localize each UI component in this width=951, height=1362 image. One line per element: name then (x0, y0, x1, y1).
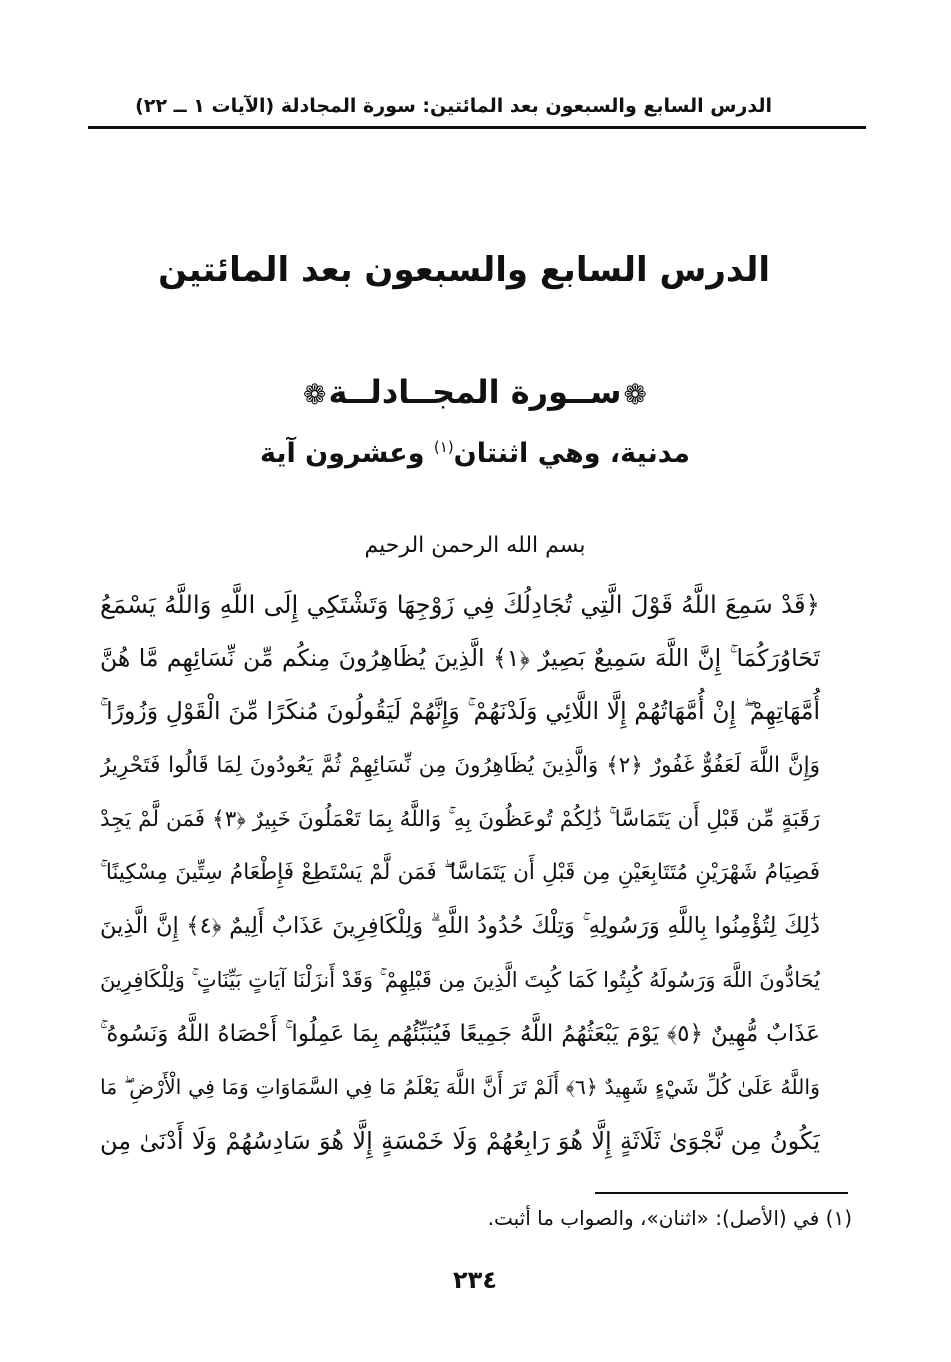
surah-subtitle (240, 438, 710, 469)
verse-line: يَكُونُ مِن نَّجْوَىٰ ثَلَاثَةٍ إِلَّا هُوَ رَابِعُهُمْ وَلَا خَمْسَةٍ إِلَّا هُوَ سَادِسُهُمْ وَلَا أَدْنَىٰ مِن (100, 1126, 820, 1155)
verse-block (100, 578, 820, 1169)
verse-line: يُحَادُّونَ اللَّهَ وَرَسُولَهُ كُبِتُوا كَمَا كُبِتَ الَّذِينَ مِن قَبْلِهِمْ ۚ وَقَدْ أَنزَلْنَا آيَاتٍ بَيِّنَاتٍ ۚ وَلِلْكَافِرِينَ (100, 967, 820, 992)
page-number: ٢٣٤ (453, 1266, 497, 1294)
verse-line: وَإِنَّ اللَّهَ لَعَفُوٌّ غَفُورٌ ﴿٢﴾ وَالَّذِينَ يُظَاهِرُونَ مِن نِّسَائِهِمْ ثُمَّ يَعُودُونَ لِمَا قَالُوا فَتَحْرِيرُ (100, 753, 820, 779)
surah-title (260, 373, 690, 411)
running-header: الدرس السابع والسبعون بعد المائتين: سورة المجادلة (الآيات ١ ــ ٢٢) (135, 95, 772, 117)
lesson-title: الدرس السابع والسبعون بعد المائتين (158, 250, 770, 290)
footnote: (١) في (الأصل): «اثنان»، والصواب ما أثبت. (487, 1206, 852, 1230)
ornament-left-icon: ❁ (303, 377, 327, 411)
footnote-rule (595, 1192, 848, 1194)
subtitle-before: مدنية، وهي اثنتان (453, 438, 691, 469)
footnote-reference: (١) (433, 438, 454, 456)
verse-line: ذَٰلِكَ لِتُؤْمِنُوا بِاللَّهِ وَرَسُولِهِ ۚ وَتِلْكَ حُدُودُ اللَّهِ ۗ وَلِلْكَافِرِينَ عَذَابٌ أَلِيمٌ ﴿٤﴾ إِنَّ الَّذِينَ (100, 913, 820, 940)
surah-name: ســورة المجــادلــة (328, 373, 622, 411)
verse-line: عَذَابٌ مُّهِينٌ ﴿٥﴾ يَوْمَ يَبْعَثُهُمُ اللَّهُ جَمِيعًا فَيُنَبِّئُهُم بِمَا عَمِلُوا ۚ أَحْصَاهُ اللَّهُ وَنَسُوهُ ۚ (100, 1020, 820, 1047)
verse-line: فَصِيَامُ شَهْرَيْنِ مُتَتَابِعَيْنِ مِن قَبْلِ أَن يَتَمَاسَّا ۖ فَمَن لَّمْ يَسْتَطِعْ فَإِطْعَامُ سِتِّينَ مِسْكِينًا ۚ (100, 860, 820, 886)
verse-line: ﴿قَدْ سَمِعَ اللَّهُ قَوْلَ الَّتِي تُجَادِلُكَ فِي زَوْجِهَا وَتَشْتَكِي إِلَى اللَّهِ وَاللَّهُ يَسْمَعُ (100, 590, 820, 619)
verse-line: أُمَّهَاتِهِمْ ۖ إِنْ أُمَّهَاتُهُمْ إِلَّا اللَّائِي وَلَدْنَهُمْ ۚ وَإِنَّهُمْ لَيَقُولُونَ مُنكَرًا مِّنَ الْقَوْلِ وَزُورًا ۚ (100, 697, 820, 726)
verse-line: رَقَبَةٍ مِّن قَبْلِ أَن يَتَمَاسَّا ۚ ذَٰلِكُمْ تُوعَظُونَ بِهِ ۚ وَاللَّهُ بِمَا تَعْمَلُونَ خَبِيرٌ ﴿٣﴾ فَمَن لَّمْ يَجِدْ (100, 806, 820, 832)
basmala: بسم الله الرحمن الرحيم (364, 533, 586, 558)
ornament-right-icon: ❁ (623, 377, 647, 411)
header-rule (88, 126, 866, 129)
verse-line: وَاللَّهُ عَلَىٰ كُلِّ شَيْءٍ شَهِيدٌ ﴿٦﴾ أَلَمْ تَرَ أَنَّ اللَّهَ يَعْلَمُ مَا فِي السَّمَاوَاتِ وَمَا فِي الْأَرْضِ ۖ مَا (100, 1075, 820, 1100)
verse-line: تَحَاوُرَكُمَا ۚ إِنَّ اللَّهَ سَمِيعٌ بَصِيرٌ ﴿١﴾ الَّذِينَ يُظَاهِرُونَ مِنكُم مِّن نِّسَائِهِم مَّا هُنَّ (100, 643, 820, 672)
subtitle-after: وعشرون آية (259, 438, 425, 469)
